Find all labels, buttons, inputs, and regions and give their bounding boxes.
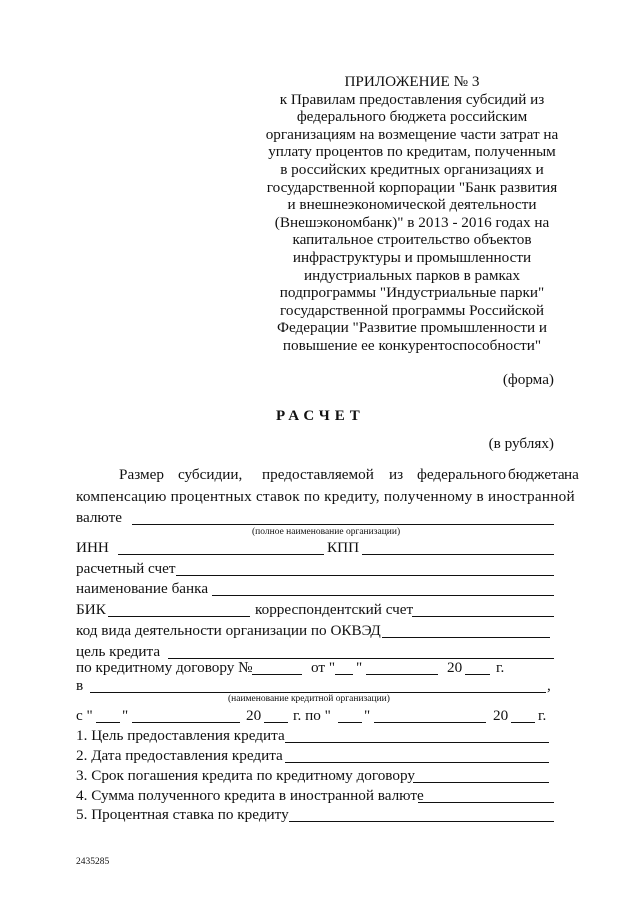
okved-field[interactable]: [382, 637, 550, 638]
item-label: 3. Срок погашения кредита по кредитному договору: [76, 767, 415, 784]
purpose-label: цель кредита: [76, 643, 161, 660]
item-5-field[interactable]: [289, 821, 554, 822]
appendix-line: индустриальных парков в рамках: [304, 266, 520, 284]
appendix-line: организациям на возмещение части затрат на: [265, 125, 559, 143]
appendix-line: уплату процентов по кредитам, полученным: [268, 143, 556, 161]
period-end-day-field[interactable]: [338, 722, 362, 723]
org-caption: (полное наименование организации): [252, 527, 401, 537]
item-4-field[interactable]: [418, 802, 554, 803]
bik-field[interactable]: [108, 616, 250, 617]
appendix-block: [262, 73, 562, 355]
year-prefix: 20: [447, 659, 463, 676]
bik-label: БИК: [76, 601, 106, 618]
period-start-day-field[interactable]: [96, 722, 120, 723]
year-suffix: г.: [496, 659, 505, 676]
appendix-line: подпрограммы "Индустриальные парки": [279, 284, 545, 302]
appendix-line: и внешнеэкономической деятельности: [287, 196, 537, 214]
intro-line-2: компенсацию процентных ставок по кредиту, полученному в иностранной: [76, 488, 575, 505]
intro-word: бюджета: [508, 466, 565, 483]
appendix-line: (Внешэкономбанк)" в 2013 - 2016 годах на: [274, 213, 550, 231]
appendix-line: государственной корпорации "Банк развития: [266, 178, 558, 196]
intro-word: на: [564, 466, 579, 483]
item-label: 2. Дата предоставления кредита: [76, 747, 283, 764]
comma: ,: [547, 677, 551, 694]
currency-label: (в рублях): [488, 435, 554, 452]
document-number: 2435285: [76, 857, 110, 867]
appendix-line: государственной программы Российской: [280, 301, 544, 319]
appendix-line: федерального бюджета российским: [296, 108, 528, 126]
appendix-line: Федерации "Развитие промышленности и: [276, 319, 548, 337]
corr-account-label: корреспондентский счет: [255, 601, 414, 618]
item-label: 5. Процентная ставка по кредиту: [76, 806, 289, 823]
appendix-line: капитальное строительство объектов: [292, 231, 532, 249]
period-from-label: с ": [76, 707, 93, 724]
item-3-field[interactable]: [413, 782, 549, 783]
form-label: (форма): [502, 371, 554, 388]
in-label: в: [76, 677, 84, 694]
period-to-label: г. по ": [293, 707, 331, 724]
intro-word: Размер: [119, 466, 164, 483]
period-end-month-field[interactable]: [374, 722, 486, 723]
year-suffix: г.: [538, 707, 547, 724]
period-end-year-field[interactable]: [511, 722, 535, 723]
inn-field[interactable]: [118, 554, 324, 555]
org-name-field[interactable]: [132, 524, 554, 525]
intro-line-3: валюте: [76, 509, 122, 526]
bank-name-label: наименование банка: [76, 580, 209, 597]
quote-mark: ": [122, 707, 129, 724]
year-prefix: 20: [493, 707, 509, 724]
corr-account-field[interactable]: [412, 616, 554, 617]
intro-word: федерального: [417, 466, 506, 483]
contract-number-field[interactable]: [252, 674, 302, 675]
intro-word: субсидии,: [178, 466, 243, 483]
credit-org-caption: (наименование кредитной организации): [228, 694, 390, 704]
item-label: 1. Цель предоставления кредита: [76, 727, 285, 744]
account-field[interactable]: [176, 575, 554, 576]
contract-label: по кредитному договору №: [76, 659, 253, 676]
period-start-year-field[interactable]: [264, 722, 288, 723]
credit-org-field[interactable]: [90, 692, 546, 693]
contract-day-field[interactable]: [335, 674, 353, 675]
contract-from-label: от ": [311, 659, 336, 676]
appendix-line: в российских кредитных организациях и: [280, 160, 544, 178]
item-1-field[interactable]: [285, 742, 549, 743]
appendix-heading: ПРИЛОЖЕНИЕ № 3: [344, 73, 480, 90]
item-label: 4. Сумма полученного кредита в иностранной валюте: [76, 787, 424, 804]
year-prefix: 20: [246, 707, 262, 724]
period-start-month-field[interactable]: [132, 722, 240, 723]
item-2-field[interactable]: [285, 762, 549, 763]
okved-label: код вида деятельности организации по ОКВЭД: [76, 622, 381, 639]
appendix-line: повышение ее конкурентоспособности": [282, 336, 542, 354]
kpp-label: КПП: [327, 539, 360, 556]
quote-mark: ": [364, 707, 371, 724]
appendix-line: инфраструктуры и промышленности: [292, 248, 532, 266]
document-title: РАСЧЕТ: [276, 408, 365, 424]
contract-year-field[interactable]: [465, 674, 490, 675]
contract-month-field[interactable]: [366, 674, 438, 675]
inn-label: ИНН: [76, 539, 109, 556]
bank-name-field[interactable]: [212, 595, 554, 596]
account-label: расчетный счет: [76, 560, 176, 577]
quote-mark: ": [356, 659, 363, 676]
intro-word: из: [389, 466, 404, 483]
intro-word: предоставляемой: [262, 466, 374, 483]
kpp-field[interactable]: [362, 554, 554, 555]
appendix-line: к Правилам предоставления субсидий из: [279, 90, 545, 108]
